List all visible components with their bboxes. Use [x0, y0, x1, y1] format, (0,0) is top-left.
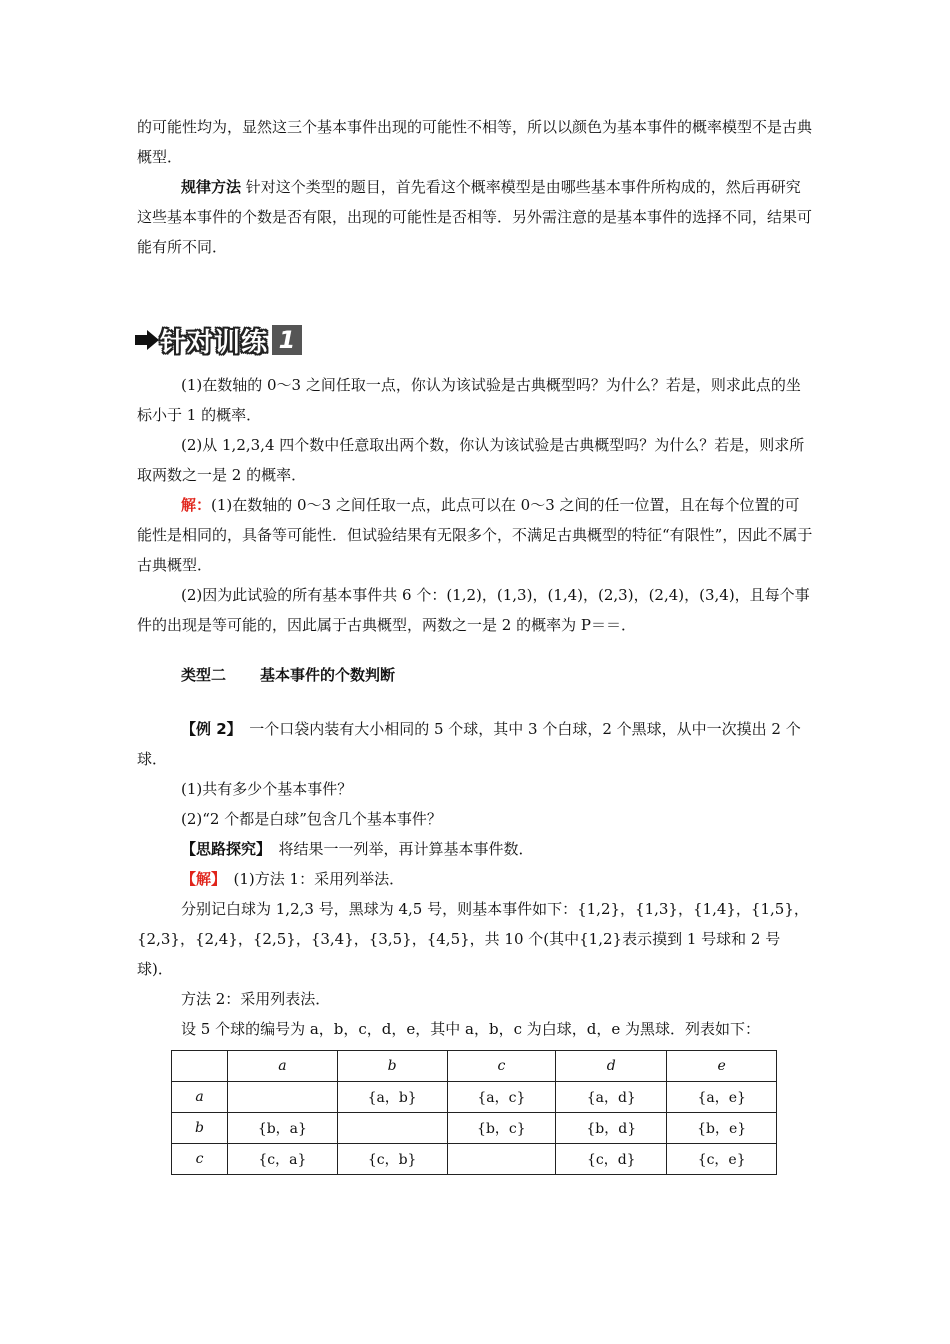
table-header-cell: c — [447, 1051, 556, 1082]
section-heading: 类型二 基本事件的个数判断 — [181, 666, 396, 684]
solution-label: 解： — [181, 496, 212, 514]
method-2-text: 设 5 个球的编号为 a，b，c，d，e，其中 a，b，c 为白球，d，e 为黑球．列表如下： — [181, 1020, 761, 1038]
table-cell: {a，b} — [337, 1082, 447, 1113]
solution-method-2: 方法 2：采用列表法． — [181, 990, 331, 1008]
document-page — [137, 112, 813, 1175]
table-cell: {b，a} — [228, 1113, 338, 1144]
table-cell: {a，d} — [556, 1082, 667, 1113]
table-cell: {b，d} — [556, 1113, 667, 1144]
table-header-cell: a — [228, 1051, 338, 1082]
example-solution-label: 【解】 — [181, 870, 219, 888]
table-cell — [447, 1144, 556, 1175]
table-cell: c — [172, 1144, 228, 1175]
paragraph-continuation: 的可能性均为，显然这三个基本事件出现的可能性不相等，所以以颜色为基本事件的概率模型不是古典概型． — [137, 118, 813, 166]
table-cell: {a，e} — [667, 1082, 777, 1113]
table-row — [172, 1113, 777, 1144]
table-header-cell: d — [556, 1051, 667, 1082]
example-statement: 【例 2】 一个口袋内装有大小相同的 5 个球，其中 3 个白球，2 个黑球，从中一次摸出 2 个球． — [137, 720, 801, 768]
table-cell: {c，b} — [337, 1144, 447, 1175]
method-text: 针对这个类型的题目，首先看这个概率模型是由哪些基本事件所构成的，然后再研究这些基本事件的个数是否有限，出现的可能性是否相等．另外需注意的是基本事件的选择不同，结果可能有所不同． — [137, 178, 813, 256]
table-cell: {c，a} — [228, 1144, 338, 1175]
table-header-row — [172, 1051, 777, 1082]
table-cell: {b，c} — [447, 1113, 556, 1144]
method-1-text: 分别记白球为 1,2,3 号，黑球为 4,5 号，则基本事件如下：{1,2}，{1,3}，{1,4}，{1,5}，{2,3}，{2,4}，{2,5}，{3,4}，{3,5}，{4,5}，共 10 个(其中{1,2}表示摸到 1 号球和 2 号球)． — [137, 900, 809, 978]
example-label: 【例 2】 — [181, 720, 235, 738]
table-header-cell — [172, 1051, 228, 1082]
table-cell: {a，c} — [447, 1082, 556, 1113]
table-cell — [337, 1113, 447, 1144]
example-question-1: (1)共有多少个基本事件？ — [181, 780, 353, 798]
training-solution-1: 解：(1)在数轴的 0～3 之间任取一点，此点可以在 0～3 之间的任一位置，且在每个位置的可能性是相同的，具备等可能性．但试验结果有无限多个，不满足古典概型的特征“有限性”，因此不属于古典概型． — [137, 496, 813, 574]
solution-method-1: 【解】 (1)方法 1：采用列举法． — [181, 870, 405, 888]
table-row — [172, 1144, 777, 1175]
arrow-right-icon — [134, 328, 160, 352]
method-label: 规律方法 — [181, 178, 242, 196]
banner-number: 1 — [272, 325, 302, 355]
example-question-2: (2)“2 个都是白球”包含几个基本事件？ — [181, 810, 442, 828]
table-cell: a — [172, 1082, 228, 1113]
table-cell: b — [172, 1113, 228, 1144]
table-cell: {b，e} — [667, 1113, 777, 1144]
banner-title: 针对训练 — [160, 327, 269, 358]
table-cell: {c，e} — [667, 1144, 777, 1175]
training-question-1: (1)在数轴的 0～3 之间任取一点，你认为该试验是古典概型吗？为什么？若是，则求此点的坐标小于 1 的概率． — [137, 376, 801, 424]
training-banner — [134, 318, 813, 362]
method-paragraph — [137, 172, 813, 262]
table-header-cell: e — [667, 1051, 777, 1082]
explore-label: 【思路探究】 — [181, 840, 264, 858]
training-solution-2: (2)因为此试验的所有基本事件共 6 个：(1,2)，(1,3)，(1,4)，(2,3)，(2,4)，(3,4)，且每个事件的出现是等可能的，因此属于古典概型，两数之一是 2 的概率为 P＝＝． — [137, 586, 810, 634]
explore-paragraph: 【思路探究】 将结果一一列举，再计算基本事件数． — [181, 840, 534, 858]
training-question-2: (2)从 1,2,3,4 四个数中任意取出两个数，你认为该试验是古典概型吗？为什么？若是，则求所取两数之一是 2 的概率． — [137, 436, 805, 484]
table-cell — [228, 1082, 338, 1113]
combination-table — [171, 1050, 777, 1175]
table-header-cell: b — [337, 1051, 447, 1082]
table-row — [172, 1082, 777, 1113]
table-cell: {c，d} — [556, 1144, 667, 1175]
